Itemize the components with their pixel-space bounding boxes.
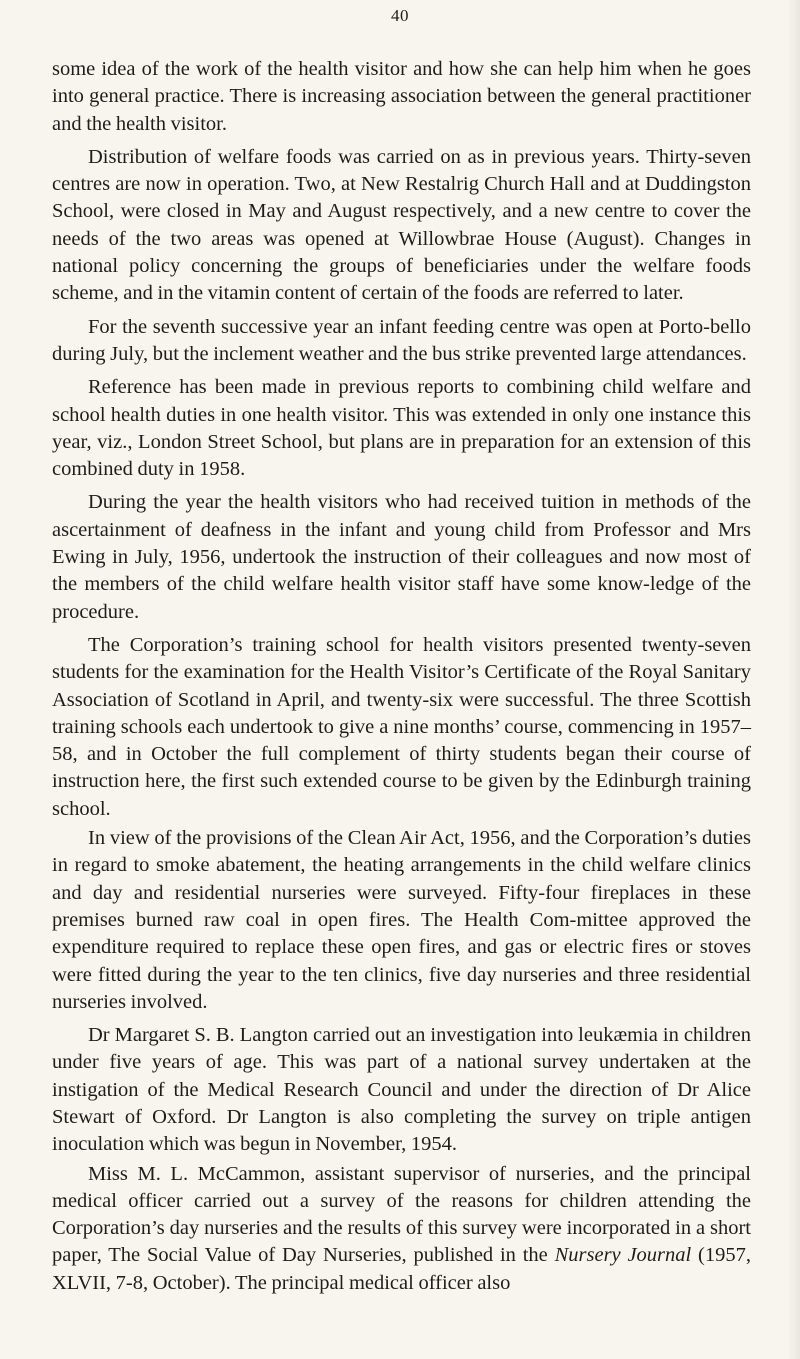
paragraph-leukaemia-investigation: Dr Margaret S. B. Langton carried out an investigation into leukæmia in children under five years of age. This was part of a national survey undertaken at the instigation of the Medical Research Council and under the direction of Dr Alice Stewart of Oxford. Dr Langton is also completing the survey on triple antigen inoculation which was begun in November, 1954. bbox=[52, 1024, 751, 1156]
nurseries-survey-text: Miss M. L. McCammon, assistant supervisor of nurseries, and the principal medical officer carried out a survey of the reasons for children attending the Corporation’s day nurseries and the results of this survey were incorporated in a short paper, The Social Value of Day Nurseries, published in the bbox=[52, 1162, 751, 1267]
paragraph-clean-air-act: In view of the provisions of the Clean Air Act, 1956, and the Corporation’s duties in regard to smoke abatement, the heating arrangements in the child welfare clinics and day and residential nurseries were surveyed. Fifty-four fireplaces in these premises burned raw coal in open fires. The Health Com-mittee approved the expenditure required to replace these open fires, and gas or electric fires or stoves were fitted during the year to the ten clinics, five day nurseries and three residential nurseries involved. bbox=[52, 827, 751, 1013]
paragraph-combined-duties: Reference has been made in previous reports to combining child welfare and school health duties in one health visitor. This was extended in only one instance this year, viz., London Street School, but plans are in preparation for an extension of this combined duty in 1958. bbox=[52, 376, 751, 481]
paragraph-training-school: The Corporation’s training school for health visitors presented twenty-seven students for the examination for the Health Visitor’s Certificate of the Royal Sanitary Association of Scotland in April, and twenty-six were successful. The three Scottish training schools each undertook to give a nine months’ course, commencing in 1957–58, and in October the full complement of thirty students began their course of instruction here, the first such extended course to be given by the Edinburgh training school. bbox=[52, 633, 751, 820]
journal-title: Nursery Journal bbox=[554, 1244, 692, 1267]
page-number: 40 bbox=[391, 6, 409, 25]
nurseries-survey-text-end: (1957, XLVII, 7-8, October). The principal medical officer also bbox=[52, 1244, 751, 1294]
page-edge-shadow bbox=[786, 0, 800, 1359]
paragraph-nurseries-survey bbox=[52, 1161, 751, 1297]
paragraph-infant-feeding-centre: For the seventh successive year an infant feeding centre was open at Porto-bello during July, but the inclement weather and the bus strike prevented large attendances. bbox=[52, 315, 751, 365]
paragraph-welfare-foods: Distribution of welfare foods was carried on as in previous years. Thirty-seven centres are now in operation. Two, at New Restalrig Church Hall and at Duddingston School, were closed in May and August respectively, and a new centre to cover the needs of the two areas was opened at Willowbrae House (August). Changes in national policy concerning the groups of beneficiaries under the welfare foods scheme, and in the vitamin content of certain of the foods are referred to later. bbox=[52, 145, 751, 305]
paragraph-deafness-tuition: During the year the health visitors who had received tuition in methods of the ascertainment of deafness in the infant and young child from Professor and Mrs Ewing in July, 1956, undertook the instruction of their colleagues and now most of the members of the child welfare health visitor staff have some know-ledge of the procedure. bbox=[52, 491, 751, 623]
body-text bbox=[52, 56, 751, 1297]
paragraph-continuation: some idea of the work of the health visitor and how she can help him when he goes into general practice. There is increasing association between the general practitioner and the health visitor. bbox=[52, 58, 751, 135]
